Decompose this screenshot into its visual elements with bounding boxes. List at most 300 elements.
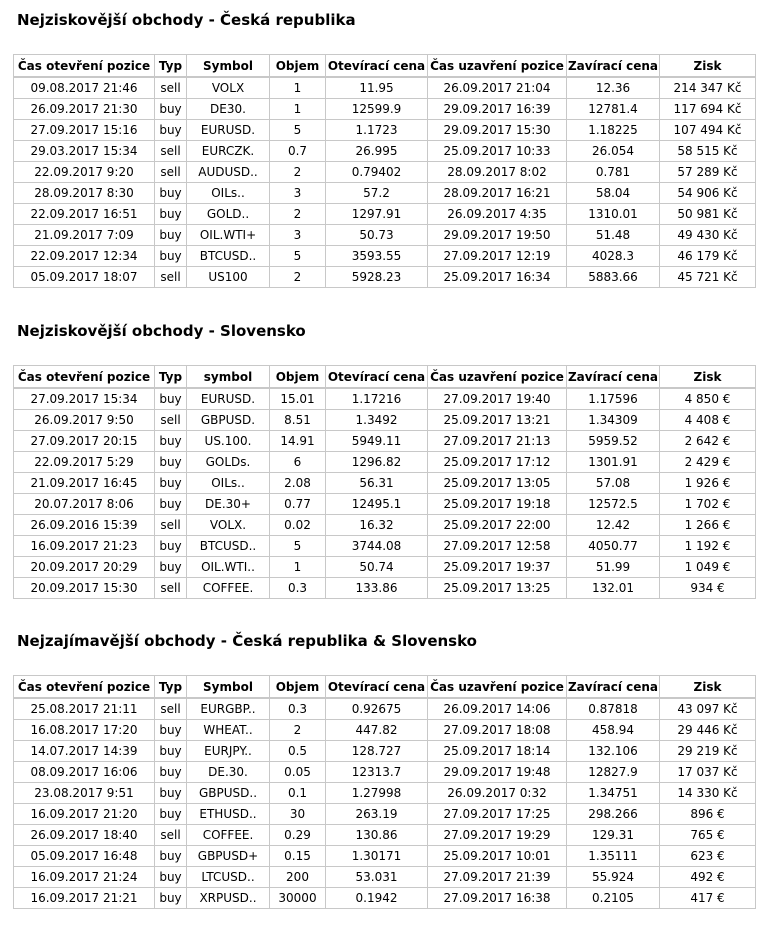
cell-open-price: 0.92675 <box>326 699 428 720</box>
cell-open-time: 20.09.2017 20:29 <box>14 557 155 578</box>
cell-type: buy <box>155 204 187 225</box>
table-header <box>14 366 755 389</box>
cell-close-time: 25.09.2017 22:00 <box>428 515 567 536</box>
cell-close-time: 27.09.2017 17:25 <box>428 804 567 825</box>
cell-close-price: 132.01 <box>567 578 660 598</box>
cell-open-time: 22.09.2017 12:34 <box>14 246 155 267</box>
cell-close-price: 5959.52 <box>567 431 660 452</box>
cell-open-price: 1.27998 <box>326 783 428 804</box>
trades-table-cz <box>13 54 756 288</box>
table-row <box>14 699 755 720</box>
cell-volume: 30 <box>270 804 326 825</box>
cell-open-time: 20.09.2017 15:30 <box>14 578 155 598</box>
cell-profit: 1 926 € <box>660 473 755 494</box>
cell-type: buy <box>155 720 187 741</box>
cell-close-price: 12.36 <box>567 78 660 99</box>
cell-volume: 0.02 <box>270 515 326 536</box>
cell-symbol: LTCUSD.. <box>187 867 270 888</box>
cell-open-price: 128.727 <box>326 741 428 762</box>
cell-volume: 5 <box>270 120 326 141</box>
cell-close-price: 58.04 <box>567 183 660 204</box>
cell-close-price: 1.34751 <box>567 783 660 804</box>
cell-profit: 29 446 Kč <box>660 720 755 741</box>
cell-volume: 2 <box>270 162 326 183</box>
cell-volume: 5 <box>270 536 326 557</box>
cell-profit: 107 494 Kč <box>660 120 755 141</box>
cell-close-time: 25.09.2017 16:34 <box>428 267 567 287</box>
col-open-time: Čas otevření pozice <box>14 676 155 699</box>
cell-close-time: 25.09.2017 19:18 <box>428 494 567 515</box>
cell-type: buy <box>155 783 187 804</box>
cell-symbol: EURGBP.. <box>187 699 270 720</box>
cell-close-price: 132.106 <box>567 741 660 762</box>
cell-symbol: COFFEE. <box>187 825 270 846</box>
table-header <box>14 55 755 78</box>
cell-symbol: DE.30. <box>187 762 270 783</box>
cell-volume: 0.1 <box>270 783 326 804</box>
cell-volume: 2 <box>270 267 326 287</box>
cell-close-price: 458.94 <box>567 720 660 741</box>
cell-volume: 3 <box>270 183 326 204</box>
cell-open-time: 25.08.2017 21:11 <box>14 699 155 720</box>
table-row <box>14 452 755 473</box>
table-row <box>14 183 755 204</box>
cell-profit: 1 702 € <box>660 494 755 515</box>
col-symbol: Symbol <box>187 55 270 78</box>
col-profit: Zisk <box>660 366 755 389</box>
cell-type: buy <box>155 431 187 452</box>
cell-profit: 43 097 Kč <box>660 699 755 720</box>
cell-close-price: 12781.4 <box>567 99 660 120</box>
cell-open-time: 21.09.2017 7:09 <box>14 225 155 246</box>
cell-close-time: 26.09.2017 14:06 <box>428 699 567 720</box>
cell-symbol: VOLX. <box>187 515 270 536</box>
cell-close-price: 129.31 <box>567 825 660 846</box>
cell-open-price: 53.031 <box>326 867 428 888</box>
cell-open-time: 29.03.2017 15:34 <box>14 141 155 162</box>
cell-volume: 30000 <box>270 888 326 908</box>
cell-close-price: 1.35111 <box>567 846 660 867</box>
cell-open-time: 22.09.2017 5:29 <box>14 452 155 473</box>
cell-volume: 5 <box>270 246 326 267</box>
table-header <box>14 676 755 699</box>
table-row <box>14 246 755 267</box>
cell-open-time: 26.09.2017 18:40 <box>14 825 155 846</box>
cell-open-price: 130.86 <box>326 825 428 846</box>
cell-close-time: 26.09.2017 21:04 <box>428 78 567 99</box>
cell-type: buy <box>155 804 187 825</box>
cell-open-price: 26.995 <box>326 141 428 162</box>
cell-open-time: 16.08.2017 17:20 <box>14 720 155 741</box>
table-row <box>14 825 755 846</box>
cell-symbol: GOLDs. <box>187 452 270 473</box>
cell-type: buy <box>155 246 187 267</box>
cell-volume: 8.51 <box>270 410 326 431</box>
cell-open-time: 09.08.2017 21:46 <box>14 78 155 99</box>
cell-profit: 896 € <box>660 804 755 825</box>
cell-type: sell <box>155 699 187 720</box>
col-profit: Zisk <box>660 55 755 78</box>
cell-close-price: 12.42 <box>567 515 660 536</box>
cell-profit: 50 981 Kč <box>660 204 755 225</box>
cell-open-price: 0.79402 <box>326 162 428 183</box>
cell-open-price: 11.95 <box>326 78 428 99</box>
cell-type: buy <box>155 846 187 867</box>
cell-open-price: 3744.08 <box>326 536 428 557</box>
cell-close-time: 28.09.2017 16:21 <box>428 183 567 204</box>
cell-symbol: EURJPY.. <box>187 741 270 762</box>
col-volume: Objem <box>270 366 326 389</box>
cell-volume: 0.15 <box>270 846 326 867</box>
cell-close-time: 25.09.2017 10:01 <box>428 846 567 867</box>
cell-close-price: 12572.5 <box>567 494 660 515</box>
cell-close-time: 27.09.2017 21:39 <box>428 867 567 888</box>
cell-open-time: 08.09.2017 16:06 <box>14 762 155 783</box>
cell-profit: 2 642 € <box>660 431 755 452</box>
cell-open-price: 3593.55 <box>326 246 428 267</box>
cell-close-time: 25.09.2017 18:14 <box>428 741 567 762</box>
col-open-price: Otevírací cena <box>326 366 428 389</box>
col-symbol: Symbol <box>187 676 270 699</box>
cell-volume: 0.7 <box>270 141 326 162</box>
cell-symbol: US.100. <box>187 431 270 452</box>
cell-close-price: 4050.77 <box>567 536 660 557</box>
cell-type: buy <box>155 557 187 578</box>
cell-type: buy <box>155 183 187 204</box>
col-type: Typ <box>155 676 187 699</box>
cell-close-time: 27.09.2017 19:40 <box>428 389 567 410</box>
cell-close-time: 27.09.2017 16:38 <box>428 888 567 908</box>
cell-open-time: 26.09.2017 21:30 <box>14 99 155 120</box>
cell-type: sell <box>155 267 187 287</box>
cell-type: buy <box>155 99 187 120</box>
cell-close-price: 0.87818 <box>567 699 660 720</box>
cell-symbol: GBPUSD+ <box>187 846 270 867</box>
cell-open-price: 1.30171 <box>326 846 428 867</box>
table-row <box>14 225 755 246</box>
cell-symbol: GBPUSD.. <box>187 783 270 804</box>
cell-volume: 2.08 <box>270 473 326 494</box>
col-volume: Objem <box>270 676 326 699</box>
cell-profit: 4 850 € <box>660 389 755 410</box>
cell-symbol: GBPUSD. <box>187 410 270 431</box>
cell-close-time: 25.09.2017 10:33 <box>428 141 567 162</box>
cell-close-price: 51.48 <box>567 225 660 246</box>
cell-profit: 214 347 Kč <box>660 78 755 99</box>
cell-profit: 17 037 Kč <box>660 762 755 783</box>
cell-close-price: 1310.01 <box>567 204 660 225</box>
table-row <box>14 536 755 557</box>
cell-symbol: OIL.WTI+ <box>187 225 270 246</box>
cell-symbol: OILs.. <box>187 473 270 494</box>
col-close-time: Čas uzavření pozice <box>428 366 567 389</box>
cell-open-time: 16.09.2017 21:21 <box>14 888 155 908</box>
cell-volume: 0.3 <box>270 699 326 720</box>
cell-close-price: 0.2105 <box>567 888 660 908</box>
cell-close-price: 12827.9 <box>567 762 660 783</box>
cell-type: buy <box>155 867 187 888</box>
table-row <box>14 804 755 825</box>
cell-open-time: 28.09.2017 8:30 <box>14 183 155 204</box>
table-row <box>14 888 755 908</box>
cell-profit: 46 179 Kč <box>660 246 755 267</box>
section-title: Nejziskovější obchody - Česká republika <box>17 11 356 29</box>
cell-open-price: 12599.9 <box>326 99 428 120</box>
cell-open-price: 56.31 <box>326 473 428 494</box>
cell-open-time: 14.07.2017 14:39 <box>14 741 155 762</box>
cell-open-price: 1.17216 <box>326 389 428 410</box>
cell-close-time: 27.09.2017 18:08 <box>428 720 567 741</box>
cell-symbol: WHEAT.. <box>187 720 270 741</box>
cell-close-time: 28.09.2017 8:02 <box>428 162 567 183</box>
cell-symbol: XRPUSD.. <box>187 888 270 908</box>
cell-open-price: 447.82 <box>326 720 428 741</box>
cell-open-price: 50.73 <box>326 225 428 246</box>
cell-open-price: 1296.82 <box>326 452 428 473</box>
table-row <box>14 141 755 162</box>
cell-open-price: 1.3492 <box>326 410 428 431</box>
cell-symbol: VOLX <box>187 78 270 99</box>
cell-close-price: 0.781 <box>567 162 660 183</box>
table-row <box>14 494 755 515</box>
col-symbol: symbol <box>187 366 270 389</box>
cell-close-price: 1.34309 <box>567 410 660 431</box>
cell-open-price: 16.32 <box>326 515 428 536</box>
cell-close-price: 55.924 <box>567 867 660 888</box>
cell-open-time: 16.09.2017 21:24 <box>14 867 155 888</box>
cell-profit: 58 515 Kč <box>660 141 755 162</box>
cell-open-time: 21.09.2017 16:45 <box>14 473 155 494</box>
cell-type: buy <box>155 888 187 908</box>
col-close-time: Čas uzavření pozice <box>428 676 567 699</box>
cell-open-time: 05.09.2017 16:48 <box>14 846 155 867</box>
cell-type: buy <box>155 494 187 515</box>
table-row <box>14 410 755 431</box>
cell-profit: 29 219 Kč <box>660 741 755 762</box>
cell-close-time: 29.09.2017 15:30 <box>428 120 567 141</box>
cell-profit: 417 € <box>690 891 725 905</box>
cell-open-price: 263.19 <box>326 804 428 825</box>
cell-close-time: 25.09.2017 13:05 <box>428 473 567 494</box>
cell-symbol: BTCUSD.. <box>187 536 270 557</box>
col-close-time: Čas uzavření pozice <box>428 55 567 78</box>
cell-open-time: 22.09.2017 16:51 <box>14 204 155 225</box>
cell-open-time: 05.09.2017 18:07 <box>14 267 155 287</box>
cell-type: buy <box>155 762 187 783</box>
table-row <box>14 267 755 287</box>
cell-symbol: EURCZK. <box>187 141 270 162</box>
table-row <box>14 846 755 867</box>
cell-profit: 1 266 € <box>660 515 755 536</box>
cell-symbol: OILs.. <box>187 183 270 204</box>
cell-symbol: GOLD.. <box>187 204 270 225</box>
cell-close-time: 25.09.2017 19:37 <box>428 557 567 578</box>
table-row <box>14 473 755 494</box>
trades-table-cz-sk <box>13 675 756 909</box>
cell-volume: 0.05 <box>270 762 326 783</box>
col-profit: Zisk <box>660 676 755 699</box>
cell-type: buy <box>155 120 187 141</box>
cell-type: buy <box>155 389 187 410</box>
section-title: Nejziskovější obchody - Slovensko <box>17 322 306 340</box>
cell-profit: 49 430 Kč <box>660 225 755 246</box>
cell-open-price: 133.86 <box>326 578 428 598</box>
cell-profit: 117 694 Kč <box>660 99 755 120</box>
cell-volume: 2 <box>270 204 326 225</box>
cell-close-time: 29.09.2017 16:39 <box>428 99 567 120</box>
cell-open-time: 27.09.2017 15:16 <box>14 120 155 141</box>
table-row <box>14 389 755 410</box>
cell-type: sell <box>155 410 187 431</box>
table-row <box>14 720 755 741</box>
col-volume: Objem <box>270 55 326 78</box>
cell-symbol: DE.30+ <box>187 494 270 515</box>
cell-close-price: 1.17596 <box>567 389 660 410</box>
table-row <box>14 431 755 452</box>
cell-volume: 2 <box>270 720 326 741</box>
cell-symbol: EURUSD. <box>187 389 270 410</box>
col-type: Typ <box>155 366 187 389</box>
cell-close-time: 25.09.2017 17:12 <box>428 452 567 473</box>
table-row <box>14 762 755 783</box>
cell-symbol: EURUSD. <box>187 120 270 141</box>
cell-volume: 0.5 <box>270 741 326 762</box>
cell-open-time: 22.09.2017 9:20 <box>14 162 155 183</box>
cell-open-price: 12495.1 <box>326 494 428 515</box>
table-row <box>14 557 755 578</box>
cell-open-time: 27.09.2017 15:34 <box>14 389 155 410</box>
cell-volume: 1 <box>270 78 326 99</box>
cell-type: sell <box>155 825 187 846</box>
cell-profit: 57 289 Kč <box>660 162 755 183</box>
cell-close-time: 26.09.2017 4:35 <box>428 204 567 225</box>
cell-type: sell <box>155 162 187 183</box>
cell-close-price: 1.18225 <box>567 120 660 141</box>
table-row <box>14 741 755 762</box>
cell-open-time: 16.09.2017 21:20 <box>14 804 155 825</box>
section-title: Nejzajímavější obchody - Česká republika & Slovensko <box>17 632 477 650</box>
cell-type: sell <box>155 515 187 536</box>
cell-open-price: 5949.11 <box>326 431 428 452</box>
table-row <box>14 204 755 225</box>
col-open-price: Otevírací cena <box>326 55 428 78</box>
cell-symbol: OIL.WTI.. <box>187 557 270 578</box>
cell-profit: 1 192 € <box>660 536 755 557</box>
cell-type: buy <box>155 473 187 494</box>
cell-profit: 1 049 € <box>660 557 755 578</box>
cell-close-time: 29.09.2017 19:48 <box>428 762 567 783</box>
cell-open-price: 57.2 <box>326 183 428 204</box>
cell-open-price: 1.1723 <box>326 120 428 141</box>
cell-profit: 934 € <box>690 581 725 595</box>
cell-type: sell <box>155 141 187 162</box>
col-open-time: Čas otevření pozice <box>14 366 155 389</box>
cell-symbol: US100 <box>187 267 270 287</box>
cell-symbol: ETHUSD.. <box>187 804 270 825</box>
cell-open-time: 26.09.2016 15:39 <box>14 515 155 536</box>
cell-open-time: 27.09.2017 20:15 <box>14 431 155 452</box>
cell-close-time: 29.09.2017 19:50 <box>428 225 567 246</box>
cell-volume: 0.29 <box>270 825 326 846</box>
cell-open-time: 23.08.2017 9:51 <box>14 783 155 804</box>
table-row <box>14 162 755 183</box>
cell-close-price: 57.08 <box>567 473 660 494</box>
cell-close-price: 26.054 <box>567 141 660 162</box>
table-row <box>14 578 755 598</box>
cell-profit: 54 906 Kč <box>660 183 755 204</box>
table-row <box>14 867 755 888</box>
cell-volume: 1 <box>270 99 326 120</box>
cell-close-time: 25.09.2017 13:21 <box>428 410 567 431</box>
cell-profit: 2 429 € <box>660 452 755 473</box>
cell-close-time: 27.09.2017 21:13 <box>428 431 567 452</box>
col-close-price: Zavírací cena <box>567 55 660 78</box>
cell-volume: 0.3 <box>270 578 326 598</box>
cell-open-time: 26.09.2017 9:50 <box>14 410 155 431</box>
cell-close-price: 5883.66 <box>567 267 660 287</box>
cell-close-time: 25.09.2017 13:25 <box>428 578 567 598</box>
cell-profit: 492 € <box>660 867 755 888</box>
cell-symbol: DE30. <box>187 99 270 120</box>
col-open-price: Otevírací cena <box>326 676 428 699</box>
cell-symbol: BTCUSD.. <box>187 246 270 267</box>
cell-volume: 1 <box>270 557 326 578</box>
table-row <box>14 99 755 120</box>
cell-symbol: COFFEE. <box>187 578 270 598</box>
cell-close-time: 26.09.2017 0:32 <box>428 783 567 804</box>
cell-close-price: 1301.91 <box>567 452 660 473</box>
cell-close-price: 4028.3 <box>567 246 660 267</box>
col-type: Typ <box>155 55 187 78</box>
cell-close-time: 27.09.2017 12:58 <box>428 536 567 557</box>
col-close-price: Zavírací cena <box>567 676 660 699</box>
cell-type: buy <box>155 452 187 473</box>
cell-symbol: AUDUSD.. <box>187 162 270 183</box>
cell-open-price: 5928.23 <box>326 267 428 287</box>
cell-type: sell <box>155 78 187 99</box>
cell-type: buy <box>155 741 187 762</box>
cell-close-price: 51.99 <box>567 557 660 578</box>
cell-close-price: 298.266 <box>567 804 660 825</box>
table-row <box>14 783 755 804</box>
cell-volume: 200 <box>270 867 326 888</box>
table-row <box>14 78 755 99</box>
cell-profit: 4 408 € <box>660 410 755 431</box>
cell-type: sell <box>155 578 187 598</box>
cell-close-time: 27.09.2017 19:29 <box>428 825 567 846</box>
cell-type: buy <box>155 536 187 557</box>
cell-volume: 3 <box>270 225 326 246</box>
cell-volume: 14.91 <box>270 431 326 452</box>
cell-close-time: 27.09.2017 12:19 <box>428 246 567 267</box>
cell-open-time: 16.09.2017 21:23 <box>14 536 155 557</box>
cell-profit: 45 721 Kč <box>677 270 738 284</box>
trades-table-sk <box>13 365 756 599</box>
col-close-price: Zavírací cena <box>567 366 660 389</box>
table-row <box>14 515 755 536</box>
cell-profit: 623 € <box>660 846 755 867</box>
cell-open-price: 50.74 <box>326 557 428 578</box>
table-row <box>14 120 755 141</box>
cell-open-price: 1297.91 <box>326 204 428 225</box>
cell-open-time: 20.07.2017 8:06 <box>14 494 155 515</box>
cell-volume: 6 <box>270 452 326 473</box>
cell-type: buy <box>155 225 187 246</box>
cell-profit: 765 € <box>660 825 755 846</box>
cell-profit: 14 330 Kč <box>660 783 755 804</box>
cell-volume: 15.01 <box>270 389 326 410</box>
cell-open-price: 12313.7 <box>326 762 428 783</box>
